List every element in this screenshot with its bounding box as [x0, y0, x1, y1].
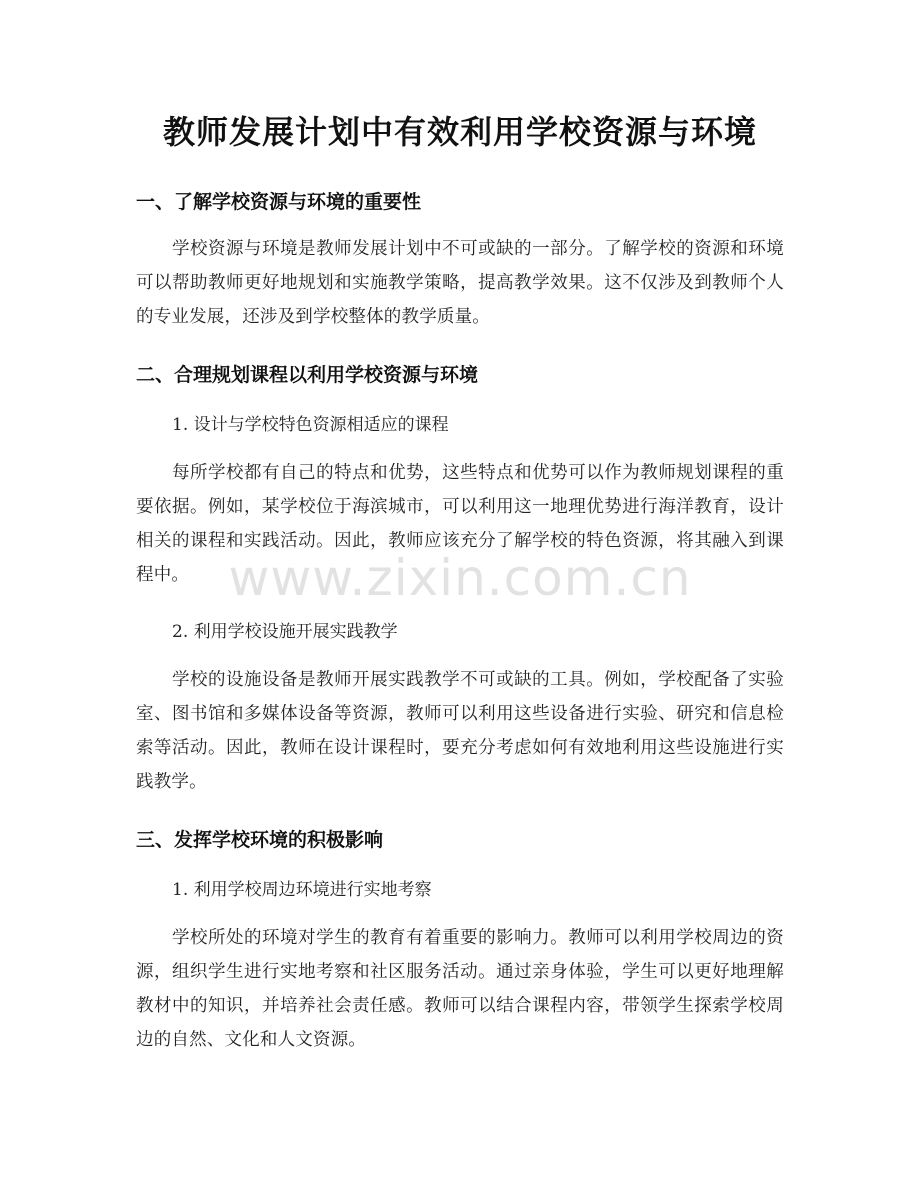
- section-3-sub-1-paragraph: 学校所处的环境对学生的教育有着重要的影响力。教师可以利用学校周边的资源，组织学生进行实地考察和社区服务活动。通过亲身体验，学生可以更好地理解教材中的知识，并培养社会责任感。教师可以结合课程内容，带领学生探索学校周边的自然、文化和人文资源。: [136, 928, 784, 1050]
- section-2-sub-1-paragraph: 每所学校都有自己的特点和优势，这些特点和优势可以作为教师规划课程的重要依据。例如，某学校位于海滨城市，可以利用这一地理优势进行海洋教育，设计相关的课程和实践活动。因此，教师应该充分了解学校的特色资源，将其融入到课程中。: [136, 463, 784, 585]
- section-1-heading: 一、了解学校资源与环境的重要性: [136, 191, 422, 213]
- section-2-sub-2-paragraph: 学校的设施设备是教师开展实践教学不可或缺的工具。例如，学校配备了实验室、图书馆和多媒体设备等资源，教师可以利用这些设备进行实验、研究和信息检索等活动。因此，教师在设计课程时，要充分考虑如何有效地利用这些设施进行实践教学。: [136, 670, 784, 792]
- section-1-paragraph: 学校资源与环境是教师发展计划中不可或缺的一部分。了解学校的资源和环境可以帮助教师更好地规划和实施教学策略，提高教学效果。这不仅涉及到教师个人的专业发展，还涉及到学校整体的教学质量。: [136, 239, 784, 327]
- document-title: 教师发展计划中有效利用学校资源与环境: [162, 113, 757, 151]
- section-2-heading: 二、合理规划课程以利用学校资源与环境: [136, 364, 479, 386]
- watermark: www.zixin.com.cn: [228, 549, 692, 607]
- section-3-sub-1-heading: 1. 利用学校周边环境进行实地考察: [172, 880, 432, 900]
- section-2-sub-2-heading: 2. 利用学校设施开展实践教学: [172, 622, 398, 642]
- section-2-sub-1-heading: 1. 设计与学校特色资源相适应的课程: [172, 415, 449, 435]
- section-3-heading: 三、发挥学校环境的积极影响: [136, 829, 384, 851]
